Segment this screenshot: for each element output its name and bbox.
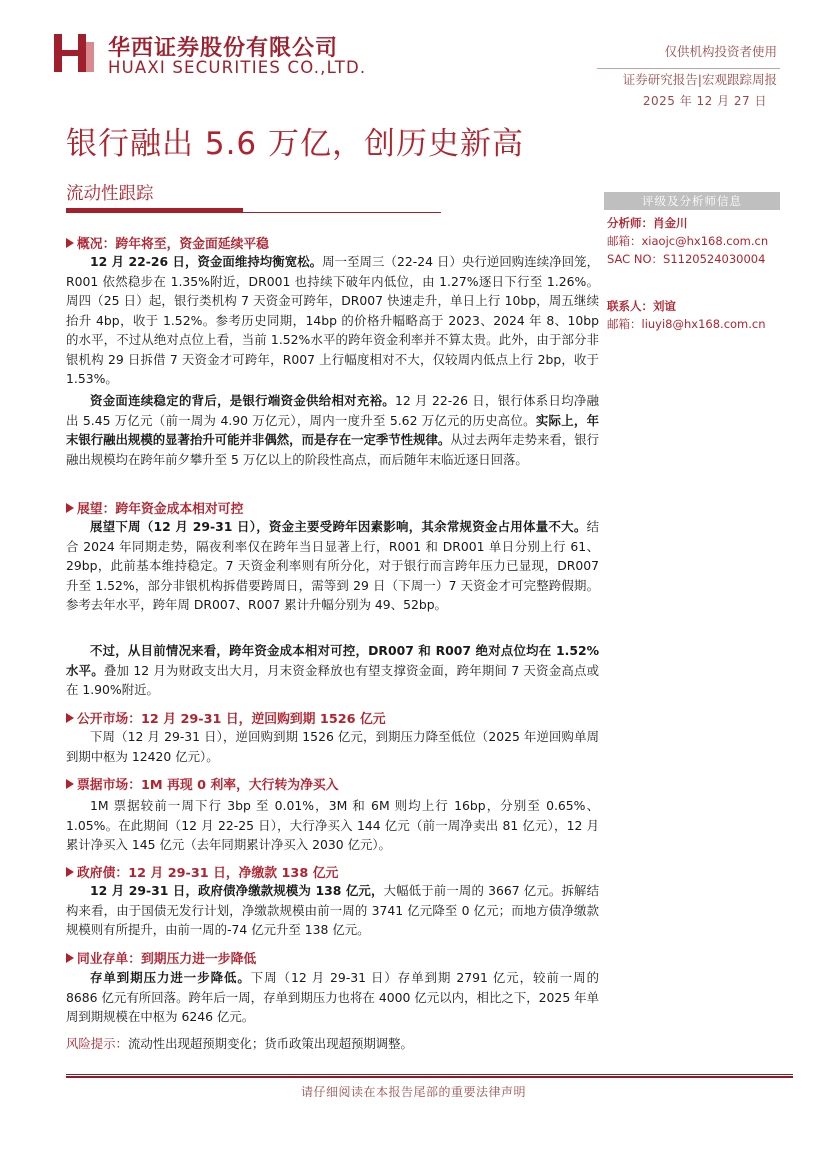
triangle-bullet-icon xyxy=(66,779,74,789)
legal-disclaimer-link[interactable]: 请仔细阅读在本报告尾部的重要法律声明 xyxy=(300,1085,526,1099)
report-date: 2025 年 12 月 27 日 xyxy=(642,94,767,108)
section-title: 流动性跟踪 xyxy=(66,184,154,204)
analyst-name: 分析师：肖金川 xyxy=(607,216,688,230)
section-bar xyxy=(66,208,243,213)
paragraph-7: 12 月 29-31 日，政府债净缴款规模为 138 亿元，大幅低于前一周的 3667 亿元。拆解结构来看，由于国债无发行计划，净缴款规模由前一周的 3741 亿元降至 0 亿元；而地方债净缴款规模则有所提升，由前一周的-74 亿元升至 138 亿元。 xyxy=(66,883,599,937)
heading-overview: 概况：跨年将至，资金面延续平稳 xyxy=(66,233,269,252)
triangle-bullet-icon xyxy=(66,953,74,963)
paragraph-6: 1M 票据较前一周下行 3bp 至 0.01%，3M 和 6M 则均上行 16bp，分别至 0.65%、1.05%。在此期间（12 月 22-25 日），大行净买入 144 亿元（前一周净卖出 81 亿元），12 月累计净买入 145 亿元（去年同期累计净买入 2030 亿元）。 xyxy=(66,798,599,852)
sidebar-title: 评级及分析师信息 xyxy=(604,192,780,210)
paragraph-8: 存单到期压力进一步降低。下周（12 月 29-31 日）存单到期 2791 亿元，较前一周的 8686 亿元有所回落。跨年后一周，存单到期压力也将在 4000 亿元以内，相比之下，2025 年单周到期规模在中枢为 6246 亿元。 xyxy=(66,970,600,1024)
paragraph-3: 展望下周（12 月 29-31 日），资金主要受跨年因素影响，其余常规资金占用体量不大。结合 2024 年同期走势，隔夜利率仅在跨年当日显著上行，R001 和 DR001 单日分别上行 61、29bp，此前基本维持稳定。7 天资金利率则有所分化，对于银行而言跨年压力已显现，DR007 升至 1.52%，部分非银机构拆借要跨周日，需等到 29 日（下周一）7 天资金才可完整跨假期。参考去年水平，跨年周 DR007、R007 累计升幅分别为 49、52bp。 xyxy=(66,519,599,612)
risk-warning: 风险提示：流动性出现超预期变化；货币政策出现超预期调整。 xyxy=(66,1036,413,1051)
footer-rule-bottom xyxy=(66,1076,793,1078)
audience-note: 仅供机构投资者使用 xyxy=(664,44,777,59)
paragraph-2: 资金面连续稳定的背后，是银行端资金供给相对充裕。12 月 22-26 日，银行体系日均净融出 5.45 万亿元（前一周为 4.90 万亿元），周内一度升至 5.62 万亿元的历史高位。实际上，年末银行融出规模的显著抬升可能并非偶然，而是存在一定季节性规律。从过去两年走势来看，银行融出规模均在跨年前夕攀升至 5 万亿以上的阶段性高点，而后随年末临近逐日回落。 xyxy=(66,393,600,467)
analyst-email[interactable]: 邮箱：xiaojc@hx168.com.cn xyxy=(607,234,769,248)
heading-outlook: 展望：跨年资金成本相对可控 xyxy=(66,498,243,517)
triangle-bullet-icon xyxy=(66,713,74,723)
triangle-bullet-icon xyxy=(66,503,74,513)
header-divider xyxy=(597,68,780,69)
paragraph-5: 下周（12 月 29-31 日），逆回购到期 1526 亿元，到期压力降至低位（2025 年逆回购单周到期中枢为 12420 亿元）。 xyxy=(66,729,599,764)
analyst-sac: SAC NO：S1120524030004 xyxy=(607,252,766,266)
contact-name: 联系人：刘谊 xyxy=(607,299,676,313)
paragraph-4: 不过，从目前情况来看，跨年资金成本相对可控，DR007 和 R007 绝对点位均在 1.52%水平。叠加 12 月为财政支出大月，月末资金释放也有望支撑资金面，跨年期间 7 天资金高点或在 1.90%附近。 xyxy=(66,643,600,697)
company-name-cn: 华西证券股份有限公司 xyxy=(108,36,339,61)
footer-rule-top xyxy=(66,1074,793,1075)
contact-email[interactable]: 邮箱：liuyi8@hx168.com.cn xyxy=(607,317,766,331)
heading-open-market: 公开市场：12 月 29-31 日，逆回购到期 1526 亿元 xyxy=(66,708,386,727)
report-title: 银行融出 5.6 万亿，创历史新高 xyxy=(66,126,525,162)
triangle-bullet-icon xyxy=(66,238,74,248)
company-name-en: HUAXI SECURITIES CO.,LTD. xyxy=(108,58,367,77)
heading-government-bonds: 政府债：12 月 29-31 日，净缴款 138 亿元 xyxy=(66,862,338,881)
heading-ncd: 同业存单：到期压力进一步降低 xyxy=(66,948,256,967)
triangle-bullet-icon xyxy=(66,867,74,877)
huaxi-logo-icon xyxy=(52,30,96,76)
heading-bill-market: 票据市场：1M 再现 0 利率，大行转为净买入 xyxy=(66,774,338,793)
paragraph-1: 12 月 22-26 日，资金面维持均衡宽松。周一至周三（22-24 日）央行逆回购连续净回笼，R001 依然稳步在 1.35%附近，DR001 也持续下破年内低位，由 1.27%逐日下行至 1.26%。周四（25 日）起，银行类机构 7 天资金可跨年，DR007 快速走升，单日上行 10bp，周五继续抬升 4bp，收于 1.52%。参考历史同期，14bp 的价格升幅略高于 2023、2024 年 8、10bp 的水平，不过从绝对点位上看，当前 1.52%水平的跨年资金利率并不算太贵。此外，由于部分非银机构 29 日拆借 7 天资金才可跨年，R007 上行幅度相对不大，仅较周内低点上行 2bp，收于 1.53%。 xyxy=(66,254,599,386)
section-rule xyxy=(243,212,441,213)
report-type: 证券研究报告|宏观跟踪周报 xyxy=(622,72,777,87)
